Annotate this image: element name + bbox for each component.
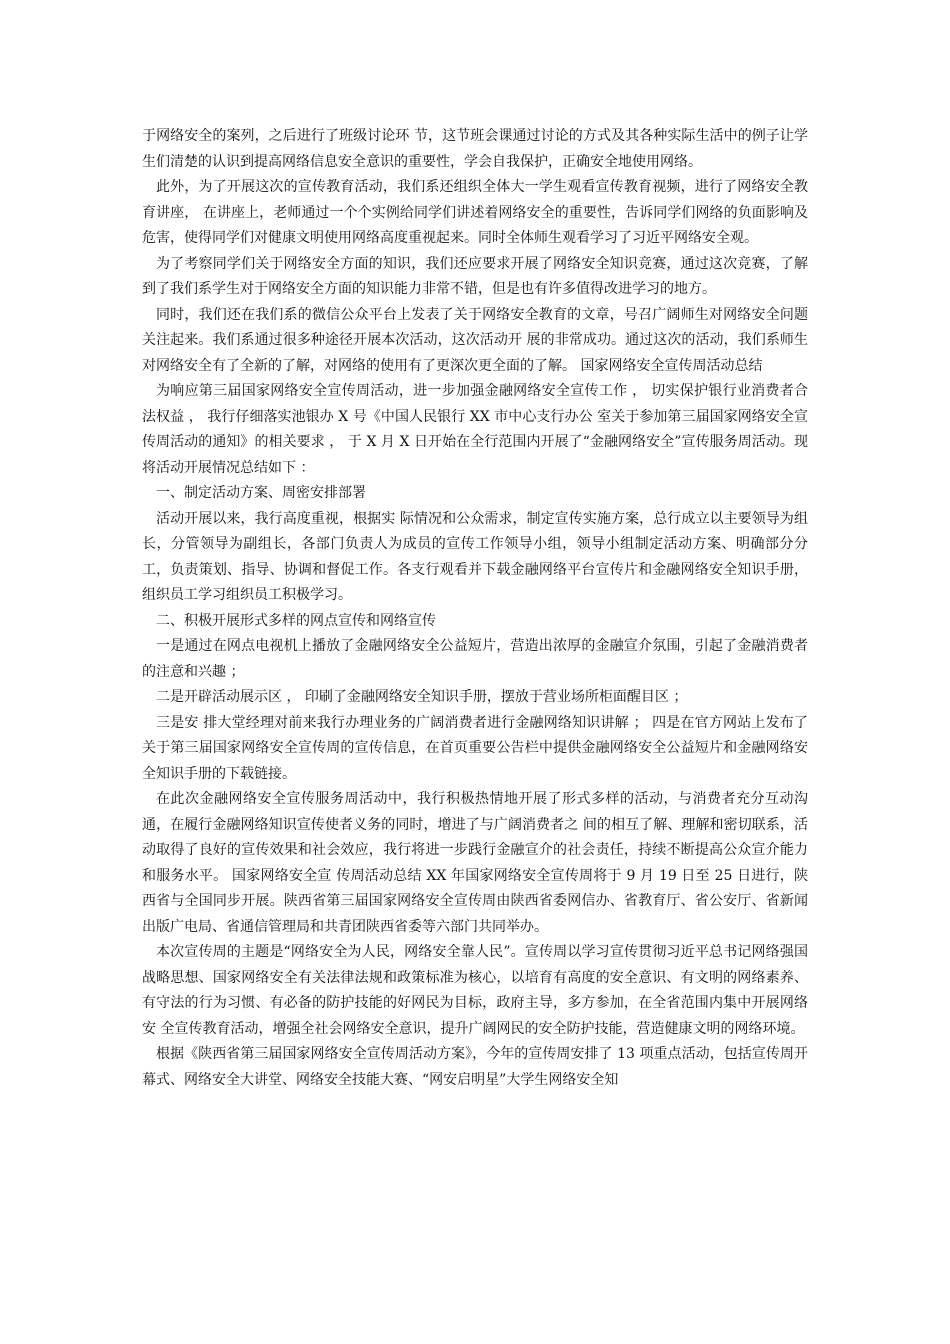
paragraph-activity-list: 根据《陕西省第三届国家网络安全宣传周活动方案》，今年的宣传周安排了 13 项重点活动，包括宣传周开幕式、网络安全大讲堂、网络安全技能大赛、“网安启明星”大学生网络安全知 — [142, 1046, 808, 1088]
paragraph-education-video: 此外，为了开展这次的宣传教育活动，我们系还组织全体大一学生观看宣传教育视频，进行了网络安全教育讲座， 在讲座上，老师通过一个个实例给同学们讲述着网络安全的重要性，告诉同学们网络的负面影响及危害，使得同学们对健康文明使用网络高度重视起来。同时全体师生观看学习了习近平网络安全观。 — [142, 179, 808, 246]
paragraph-activity-plan: 活动开展以来，我行高度重视，根据实 际情况和公众需求，制定宣传实施方案，总行成立以主要领导为组长，分管领导为副组长，各部门负责人为成员的宣传工作领导小组，领导小组制定活动方案、明确部分分工，负责策划、指导、协调和督促工作。各支行观看并下载金融网络平台宣传片和金融网络安全知识手册，组织员工学习组织员工积极学习。 — [142, 510, 808, 603]
paragraph-item-one: 一是通过在网点电视机上播放了金融网络安全公益短片，营造出浓厚的金融宣介氛围，引起了金融消费者的注意和兴趣 ； — [142, 638, 808, 680]
paragraph-class-discussion: 于网络安全的案列，之后进行了班级讨论环 节，这节班会课通过讨论的方式及其各种实际生活中的例子让学生们清楚的认识到提高网络信息安全意识的重要性，学会自我保护，正确安全地使用网络。 — [142, 128, 808, 170]
document-page — [142, 124, 808, 1093]
paragraph-item-three-four: 三是安 排大堂经理对前来我行办理业务的广阔消费者进行金融网络知识讲解 ； 四是在官方网站上发布了关于第三届国家网络安全宣传周的宣传信息，在首页重要公告栏中提供金融网络安全公益短片和金融网络安全知识手册的下载链接。 — [142, 714, 808, 782]
paragraph-service-week-summary: 在此次金融网络安全宣传服务周活动中，我行积极热情地开展了形式多样的活动，与消费者充分互动沟通，在履行金融网络知识宣传使者义务的同时，增进了与广阔消费者之 间的相互了解、理解和密切联系，活动取得了良好的宣传效果和社会效应，我行将进一步践行金融宣介的社会责任，持续不断提高公众宣介能力和服务水平。 国家网络安全宣 传周活动总结 XX 年国家网络安全宣传周将于 9 月 19 日至 25 日进行，陕西省与全国同步开展。陕西省第三届国家网络安全宣传周由陕西省委网信办、省教育厅、省公安厅、省新闻出版广电局、省通信管理局和共青团陕西省委等六部门共同举办。 — [142, 791, 808, 935]
section-heading-one: 一、制定活动方案、周密安排部署 — [156, 485, 366, 501]
section-heading-two: 二、积极开展形式多样的网点宣传和网络宣传 — [156, 612, 436, 629]
paragraph-bank-response: 为响应第三届国家网络安全宣传周活动，进一步加强金融网络安全宣传工作 ， 切实保护银行业消费者合法权益 ， 我行仔细落实池银办 X 号《中国人民银行 XX 市中心支行办公 室关于参加第三届国家网络安全宣传周活动的通知》的相关要求 ， 于 X 月 X 日开始在全行范围内开展了“金融网络安全”宣传服务周活动。现将活动开展情况总结如下 ： — [142, 383, 808, 476]
paragraph-week-theme: 本次宣传周的主题是“网络安全为人民，网络安全靠人民”。宣传周以学习宣传贯彻习近平总书记网络强国战略思想、国家网络安全有关法律法规和政策标准为核心，以培育有高度的安全意识、有文明的网络素养、有守法的行为习惯、有必备的防护技能的好网民为目标，政府主导，多方参加，在全省范围内集中开展网络安 全宣传教育活动，增强全社会网络安全意识，提升广阔网民的安全防护技能，营造健康文明的网络环境。 — [142, 944, 808, 1037]
paragraph-knowledge-contest: 为了考察同学们关于网络安全方面的知识，我们还应要求开展了网络安全知识竞赛，通过这次竞赛，了解到了我们系学生对于网络安全方面的知识能力非常不错，但是也有许多值得改进学习的地方。 — [142, 255, 808, 297]
paragraph-wechat-platform: 同时，我们还在我们系的微信公众平台上发表了关于网络安全教育的文章，号召广阔师生对网络安全问题关注起来。我们系通过很多种途径开展本次活动，这次活动开 展的非常成功。通过这次的活动，我们系师生对网络安全有了全新的了解，对网络的使用有了更深次更全面的了解。 国家网络安全宣传周活动总结 — [142, 306, 808, 374]
paragraph-item-two: 二是开辟活动展示区 ， 印刷了金融网络安全知识手册，摆放于营业场所柜面醒目区 ； — [156, 689, 688, 705]
